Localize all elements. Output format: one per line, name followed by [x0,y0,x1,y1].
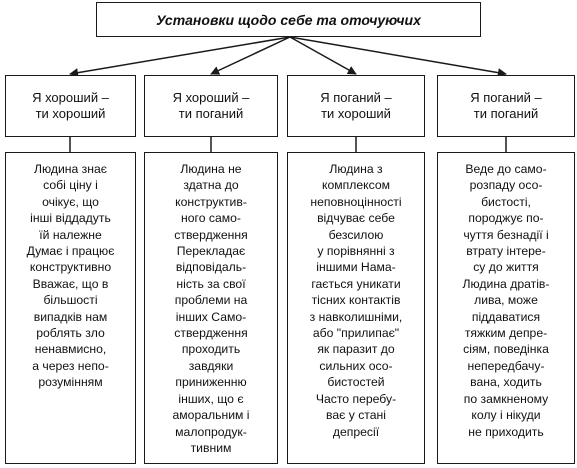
attitude-description-2: Людина не здатна до конструктив- ного само- ствердження Перекладає відповідаль- ність за свої проблеми на інших Само- ствердження проходить завдяки приниженню інших, що є аморальним і малопродук- тивним [144,152,278,464]
attitude-description-1: Людина знає собі ціну і очікує, що інші віддадуть їй належне Думає і працює конструктивно Вважає, що в більшості випадків нам роблять зло ненавмисно, а через непо- розумінням [5,152,136,464]
arrow-to-column-2 [211,37,290,74]
attitude-heading-1: Я хороший – ти хороший [5,75,136,137]
attitude-heading-3: Я поганий – ти хороший [287,75,425,137]
attitude-heading-4: Я поганий – ти поганий [437,75,575,137]
diagram-title: Установки щодо себе та оточуючих [96,2,481,37]
attitude-description-4: Веде до само- розпаду осо- бистості, породжує по- чуття безнадії і втрату інтере- су до життя Людина дратів- лива, може піддаватися тяжким депре- сіям, поведінка непередбачу- вана, ходить по замкненому колу і нікуди не приходить [437,152,575,464]
attitude-heading-2: Я хороший – ти поганий [144,75,278,137]
attitude-description-3: Людина з комплексом неповноцінності відчуває себе безсилою у порівнянні з іншими Нама- гається уникати тісних контактів з навколишніми, або "прилипає" як паразит до сильних осо- бистостей Часто перебу- ває у стані депресії [287,152,425,464]
arrow-to-column-1 [70,37,290,74]
